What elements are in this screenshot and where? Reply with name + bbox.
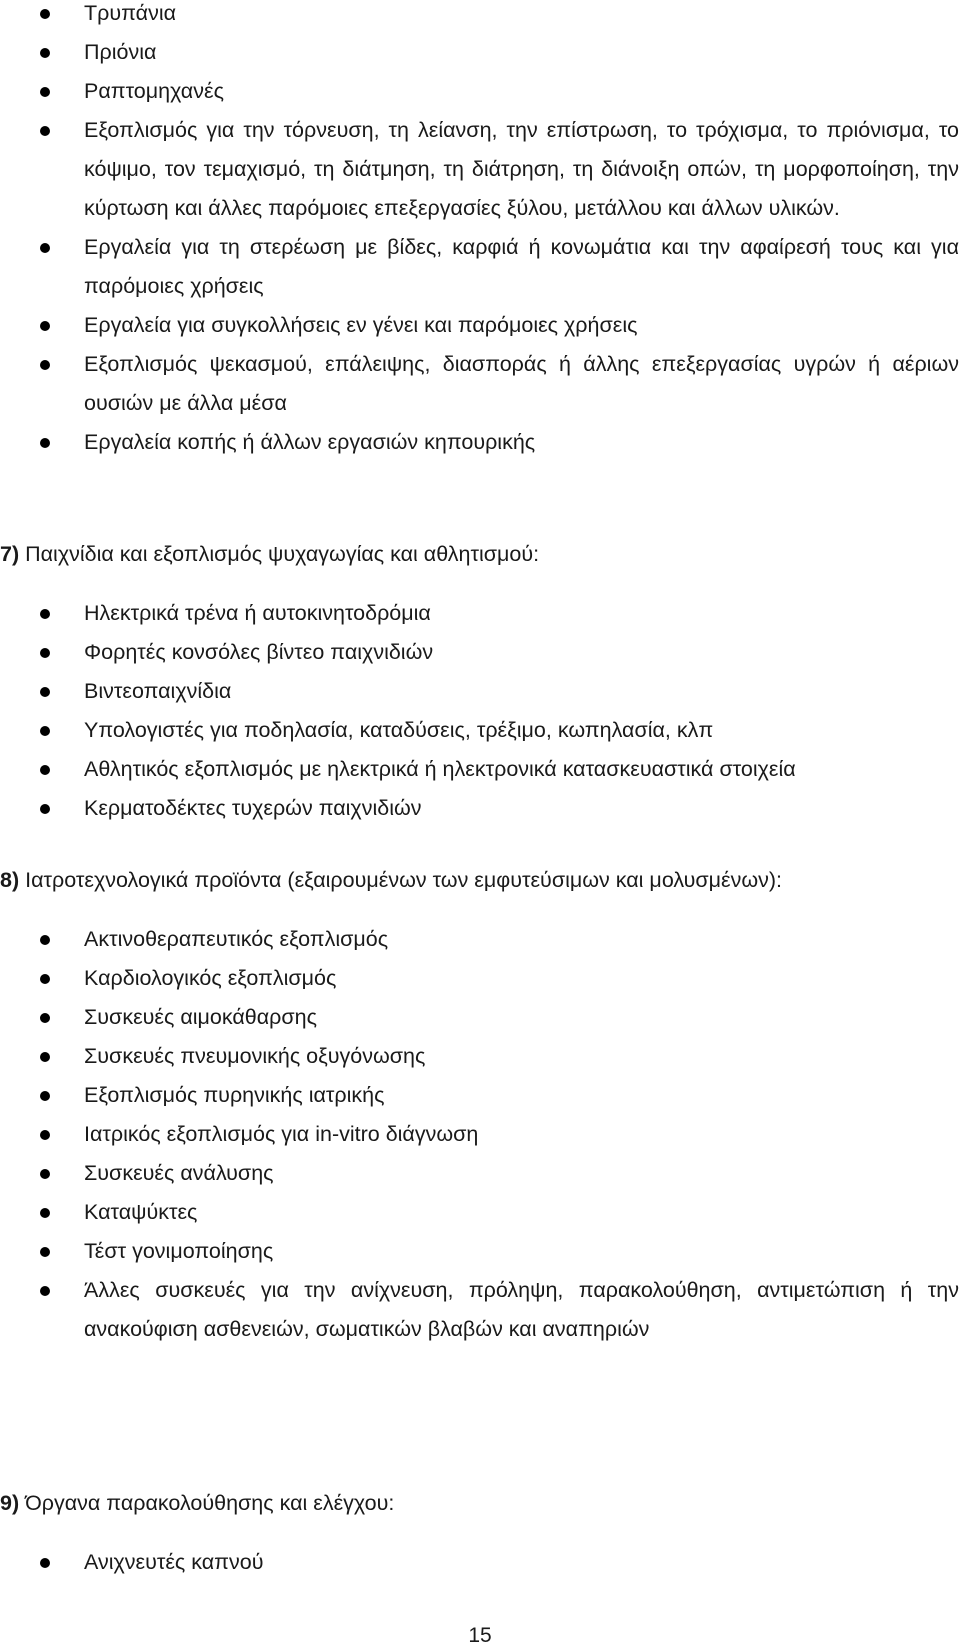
list-item: Αθλητικός εξοπλισμός με ηλεκτρικά ή ηλεκτρονικά κατασκευαστικά στοιχεία bbox=[0, 750, 959, 789]
bullet-icon bbox=[40, 126, 50, 136]
bullet-icon bbox=[40, 360, 50, 370]
list-item: Βιντεοπαιχνίδια bbox=[0, 672, 959, 711]
bullet-icon bbox=[40, 804, 50, 814]
bullet-list-monitoring bbox=[0, 1543, 960, 1582]
bullet-icon bbox=[40, 9, 50, 19]
section-title: Παιχνίδια και εξοπλισμός ψυχαγωγίας και αθλητισμού: bbox=[19, 542, 540, 566]
bullet-icon bbox=[40, 1091, 50, 1101]
section-number: 7) bbox=[0, 542, 20, 566]
list-item: Καταψύκτες bbox=[0, 1193, 959, 1232]
list-item: Τρυπάνια bbox=[0, 0, 959, 33]
bullet-icon bbox=[40, 321, 50, 331]
list-item: Συσκευές αιμοκάθαρσης bbox=[0, 998, 959, 1037]
section-title: Όργανα παρακολούθησης και ελέγχου: bbox=[19, 1491, 395, 1515]
section-title: Ιατροτεχνολογικά προϊόντα (εξαιρουμένων των εμφυτεύσιμων και μολυσμένων): bbox=[19, 868, 783, 892]
list-item: Εργαλεία για τη στερέωση με βίδες, καρφιά ή κονωμάτια και την αφαίρεσή τους και για παρόμοιες χρήσεις bbox=[0, 228, 959, 306]
list-item: Πριόνια bbox=[0, 33, 959, 72]
bullet-icon bbox=[40, 1130, 50, 1140]
list-item: Εργαλεία για συγκολλήσεις εν γένει και παρόμοιες χρήσεις bbox=[0, 306, 959, 345]
bullet-icon bbox=[40, 974, 50, 984]
list-item: Κερματοδέκτες τυχερών παιχνιδιών bbox=[0, 789, 959, 828]
list-item: Τέστ γονιμοποίησης bbox=[0, 1232, 959, 1271]
section-number: 8) bbox=[0, 868, 20, 892]
bullet-icon bbox=[40, 243, 50, 253]
section-heading-7 bbox=[0, 535, 960, 574]
list-item: Εξοπλισμός ψεκασμού, επάλειψης, διασποράς ή άλλης επεξεργασίας υγρών ή αέριων ουσιών με άλλα μέσα bbox=[0, 345, 959, 423]
list-item: Άλλες συσκευές για την ανίχνευση, πρόληψη, παρακολούθηση, αντιμετώπιση ή την ανακούφιση ασθενειών, σωματικών βλαβών και αναπηριών bbox=[0, 1271, 959, 1349]
section-heading-9 bbox=[0, 1484, 960, 1523]
page-number: 15 bbox=[468, 1624, 492, 1647]
list-item: Υπολογιστές για ποδηλασία, καταδύσεις, τρέξιμο, κωπηλασία, κλπ bbox=[0, 711, 959, 750]
bullet-icon bbox=[40, 1208, 50, 1218]
bullet-icon bbox=[40, 438, 50, 448]
list-item: Ανιχνευτές καπνού bbox=[0, 1543, 959, 1582]
list-item: Ηλεκτρικά τρένα ή αυτοκινητοδρόμια bbox=[0, 594, 959, 633]
bullet-icon bbox=[40, 726, 50, 736]
bullet-icon bbox=[40, 1247, 50, 1257]
bullet-icon bbox=[40, 935, 50, 945]
list-item: Καρδιολογικός εξοπλισμός bbox=[0, 959, 959, 998]
list-item: Συσκευές ανάλυσης bbox=[0, 1154, 959, 1193]
bullet-icon bbox=[40, 48, 50, 58]
list-item: Ιατρικός εξοπλισμός για in-vitro διάγνωση bbox=[0, 1115, 959, 1154]
bullet-icon bbox=[40, 1052, 50, 1062]
bullet-icon bbox=[40, 87, 50, 97]
bullet-icon bbox=[40, 687, 50, 697]
bullet-icon bbox=[40, 648, 50, 658]
list-item: Φορητές κονσόλες βίντεο παιχνιδιών bbox=[0, 633, 959, 672]
list-item: Ραπτομηχανές bbox=[0, 72, 959, 111]
bullet-icon bbox=[40, 1013, 50, 1023]
bullet-icon bbox=[40, 1558, 50, 1568]
list-item: Εξοπλισμός πυρηνικής ιατρικής bbox=[0, 1076, 959, 1115]
list-item: Εργαλεία κοπής ή άλλων εργασιών κηπουρικής bbox=[0, 423, 959, 462]
section-heading-8 bbox=[0, 861, 960, 900]
bullet-icon bbox=[40, 765, 50, 775]
bullet-list-games bbox=[0, 594, 960, 828]
list-item: Συσκευές πνευμονικής οξυγόνωσης bbox=[0, 1037, 959, 1076]
bullet-icon bbox=[40, 1169, 50, 1179]
list-item: Ακτινοθεραπευτικός εξοπλισμός bbox=[0, 920, 959, 959]
list-item: Εξοπλισμός για την τόρνευση, τη λείανση, την επίστρωση, το τρόχισμα, το πριόνισμα, το κόψιμο, τον τεμαχισμό, τη διάτμηση, τη διάτρηση, τη διάνοιξη οπών, τη μορφοποίηση, την κύρτωση και άλλες παρόμοιες επεξεργασίες ξύλου, μετάλλου και άλλων υλικών. bbox=[0, 111, 959, 228]
bullet-list-medical bbox=[0, 920, 960, 1349]
bullet-icon bbox=[40, 609, 50, 619]
bullet-list-tools bbox=[0, 0, 960, 462]
bullet-icon bbox=[40, 1286, 50, 1296]
section-number: 9) bbox=[0, 1491, 20, 1515]
